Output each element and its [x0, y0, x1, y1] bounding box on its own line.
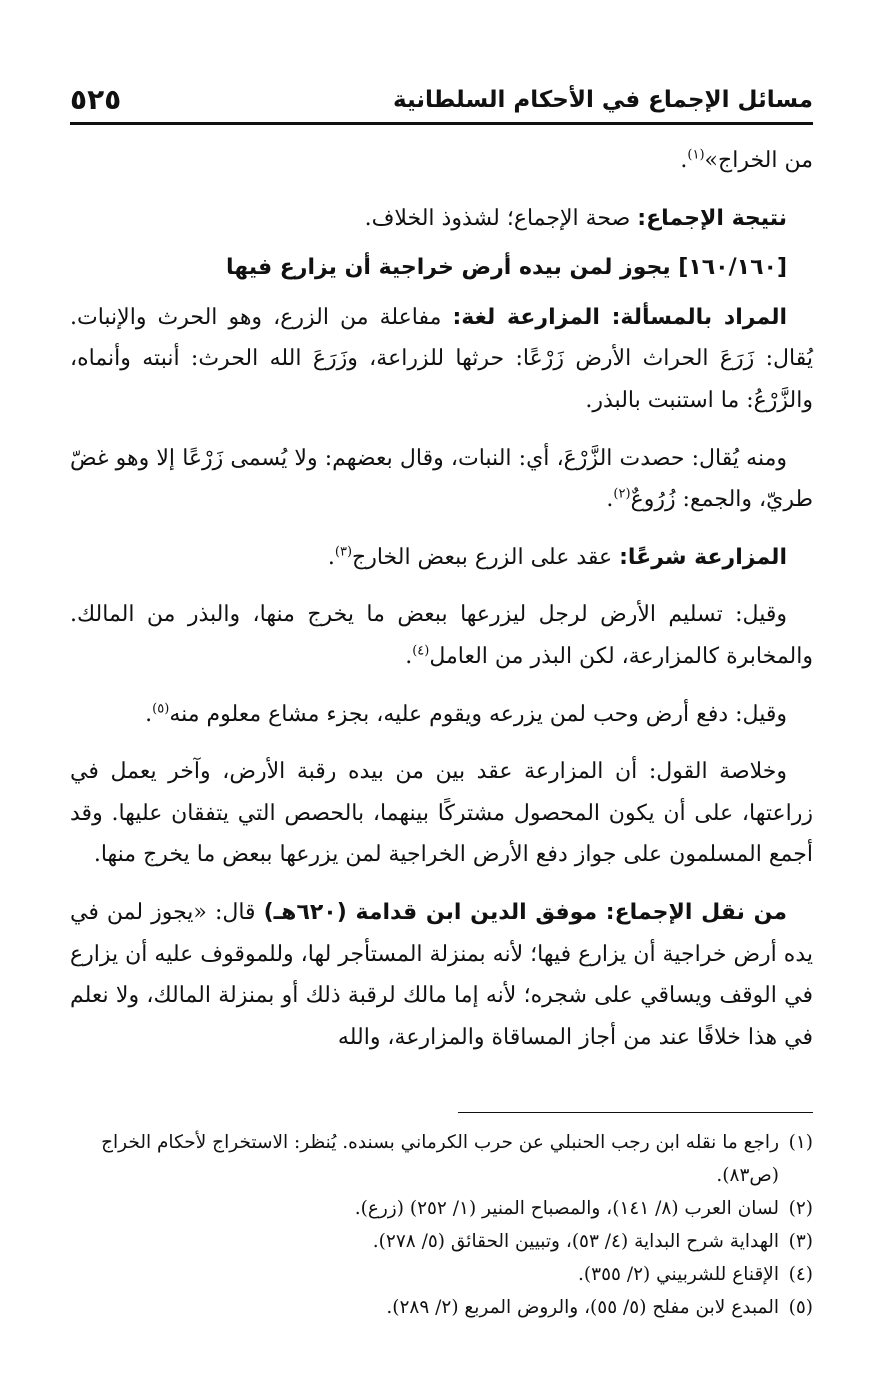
footnote-number: (٤) [788, 1264, 813, 1285]
footnote-ref-5: (٥) [152, 701, 170, 717]
footnote [70, 1126, 813, 1192]
footnote-ref-2: (٢) [613, 486, 631, 502]
footnote [70, 1258, 813, 1291]
running-header [70, 70, 813, 118]
footnote-number: (٢) [788, 1198, 813, 1219]
issue-title: يجوز لمن بيده أرض خراجية أن يزارع فيها [225, 255, 679, 281]
footnote-text: لسان العرب (٨/ ١٤١)، والمصباح المنير (١/ ٢٥٢) (زرع). [354, 1198, 779, 1219]
footnote [70, 1291, 813, 1324]
definition-alt-1: وقيل: تسليم الأرض لرجل ليزرعها ببعض ما يخرج منها، والبذر من المالك. والمخابرة كالمزارعة، لكن البذر من العامل$^{(٤)}$. [70, 602, 813, 669]
footnote-ref-3: (٣) [334, 544, 353, 560]
definition-alt-2: وقيل: دفع أرض وحب لمن يزرعه ويقوم عليه، بجزء مشاع معلوم منه$^{(٥)}$. [145, 701, 787, 727]
footnote-ref-1: (١) [687, 147, 705, 163]
issue-number: [١٦٠/١٦٠] [678, 255, 787, 281]
footnote [70, 1225, 813, 1258]
footnotes [70, 1126, 813, 1324]
main-text [70, 140, 813, 1066]
footnote-text: المبدع لابن مفلح (٥/ ٥٥)، والروض المربع (٢/ ٢٨٩). [386, 1297, 779, 1318]
footnote-text: الهداية شرح البداية (٤/ ٥٣)، وتبيين الحقائق (٥/ ٢٧٨). [372, 1231, 779, 1252]
footnote-text: الإقناع للشربيني (٢/ ٣٥٥). [578, 1264, 779, 1285]
footnote-number: (٣) [788, 1231, 813, 1252]
footnote [70, 1192, 813, 1225]
paragraph-continuation: من الخراج»$^{(١)}$. [680, 147, 813, 173]
footnote-separator [458, 1112, 813, 1113]
definition-plural: ومنه يُقال: حصدت الزَّرْعَ، أي: النبات، وقال بعضهم: ولا يُسمى زَرْعًا إلا وهو غضّ طريّ، والجمع: زُرُوعٌ$^{(٢)}$. [70, 445, 813, 513]
summary-paragraph: وخلاصة القول: أن المزارعة عقد بين من بيده رقبة الأرض، وآخر يعمل في زراعتها، على أن يكون المحصول مشتركًا بينهما، بالحصص التي يتفقان عليها. وقد أجمع المسلمون على جواز دفع الأرض الخراجية لمن يزرعها ببعض ما يخرج منها. [70, 759, 813, 868]
issue-heading [70, 247, 813, 289]
consensus-result-label: نتيجة الإجماع: [637, 205, 787, 231]
definition-language: المراد بالمسألة: المزارعة لغة: مفاعلة من الزرع، وهو الحرث والإنبات. يُقال: زَرَعَ الحراث الأرض زَرْعًا: حرثها للزراعة، وزَرَعَ الله الحرث: أنبته وأنماه، والزَّرْعُ: ما استنبت بالبذر. [70, 304, 813, 413]
consensus-citation-label: من نقل الإجماع: موفق الدين ابن قدامة (٦٢٠هـ) [263, 899, 787, 925]
footnote-number: (٥) [788, 1297, 813, 1318]
footnote-ref-4: (٤) [412, 643, 430, 659]
consensus-result: نتيجة الإجماع: صحة الإجماع؛ لشذوذ الخلاف. [364, 205, 787, 231]
page-number: ٥٢٥ [70, 83, 122, 116]
consensus-citation: من نقل الإجماع: موفق الدين ابن قدامة (٦٢٠هـ) قال: «يجوز لمن في يده أرض خراجية أن يزارع فيها؛ لأنه بمنزلة المستأجر لها، وللموقوف عليه أن يزارع في الوقف ويساقي على شجره؛ لأنه إما مالك لرقبة ذلك أو بمنزلة المالك، ولا نعلم في هذا خلافًا عند من أجاز المساقاة والمزارعة، والله [70, 899, 813, 1050]
running-title: مسائل الإجماع في الأحكام السلطانية [393, 87, 813, 113]
definition-legal: المزارعة شرعًا: عقد على الزرع ببعض الخارج$^{(٣)}$. [327, 544, 787, 570]
header-rule [70, 122, 813, 125]
footnote-text: راجع ما نقله ابن رجب الحنبلي عن حرب الكرماني بسنده. يُنظر: الاستخراج لأحكام الخراج (ص٨٣). [101, 1132, 779, 1186]
footnote-number: (١) [788, 1132, 813, 1153]
